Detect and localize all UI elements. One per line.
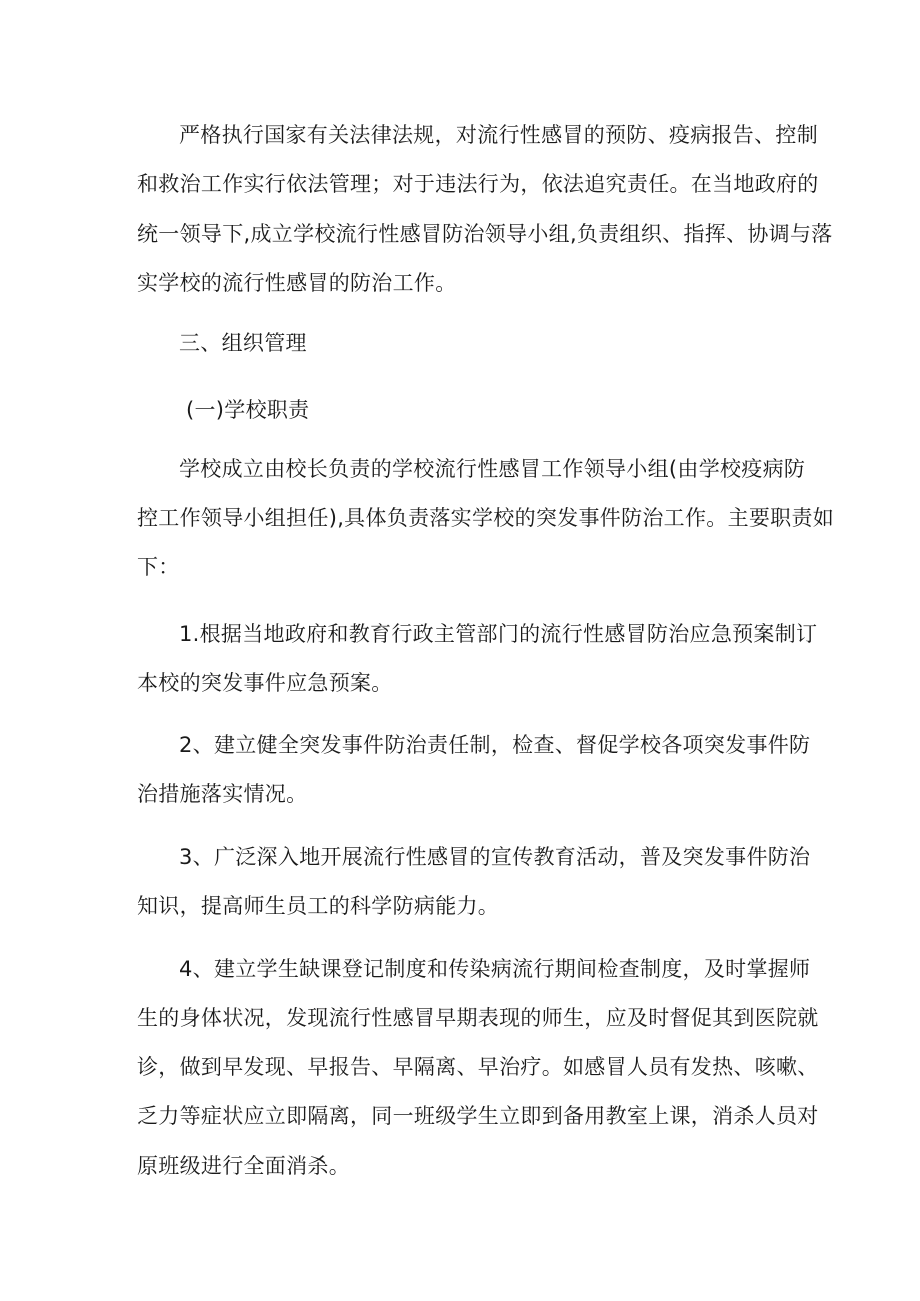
subsection-heading: (一)学校职责 (186, 398, 310, 422)
list-item-line: 3、广泛深入地开展流行性感冒的宣传教育活动，普及突发事件防治 (179, 845, 811, 869)
text-line: 控工作领导小组担任),具体负责落实学校的突发事件防治工作。主要职责如 (137, 506, 835, 530)
text-line: 严格执行国家有关法律法规，对流行性感冒的预防、疫病报告、控制 (179, 123, 818, 147)
text-line: 乏力等症状应立即隔离，同一班级学生立即到备用教室上课，消杀人员对 (137, 1104, 819, 1128)
text-line: 原班级进行全面消杀。 (137, 1154, 350, 1178)
text-line: 生的身体状况，发现流行性感冒早期表现的师生，应及时督促其到医院就 (137, 1006, 819, 1030)
list-item-line: 2、建立健全突发事件防治责任制，检查、督促学校各项突发事件防 (179, 733, 811, 757)
text-line: 治措施落实情况。 (137, 782, 308, 806)
text-line: 知识，提高师生员工的科学防病能力。 (137, 894, 500, 918)
text-line: 本校的突发事件应急预案。 (137, 671, 393, 695)
text-line: 实学校的流行性感冒的防治工作。 (137, 271, 457, 295)
text-line: 统一领导下,成立学校流行性感冒防治领导小组,负责组织、指挥、协调与落 (137, 222, 833, 246)
text-line: 和救治工作实行依法管理；对于违法行为，依法追究责任。在当地政府的 (137, 172, 819, 196)
text-line: 诊，做到早发现、早报告、早隔离、早治疗。如感冒人员有发热、咳嗽、 (137, 1055, 819, 1079)
text-line: 学校成立由校长负责的学校流行性感冒工作领导小组(由学校疫病防 (179, 457, 806, 481)
section-heading: 三、组织管理 (179, 331, 307, 355)
text-line: 下： (137, 555, 180, 579)
list-item-line: 4、建立学生缺课登记制度和传染病流行期间检查制度，及时掌握师 (179, 957, 811, 981)
list-item-line: 1.根据当地政府和教育行政主管部门的流行性感冒防治应急预案制订 (179, 622, 818, 646)
